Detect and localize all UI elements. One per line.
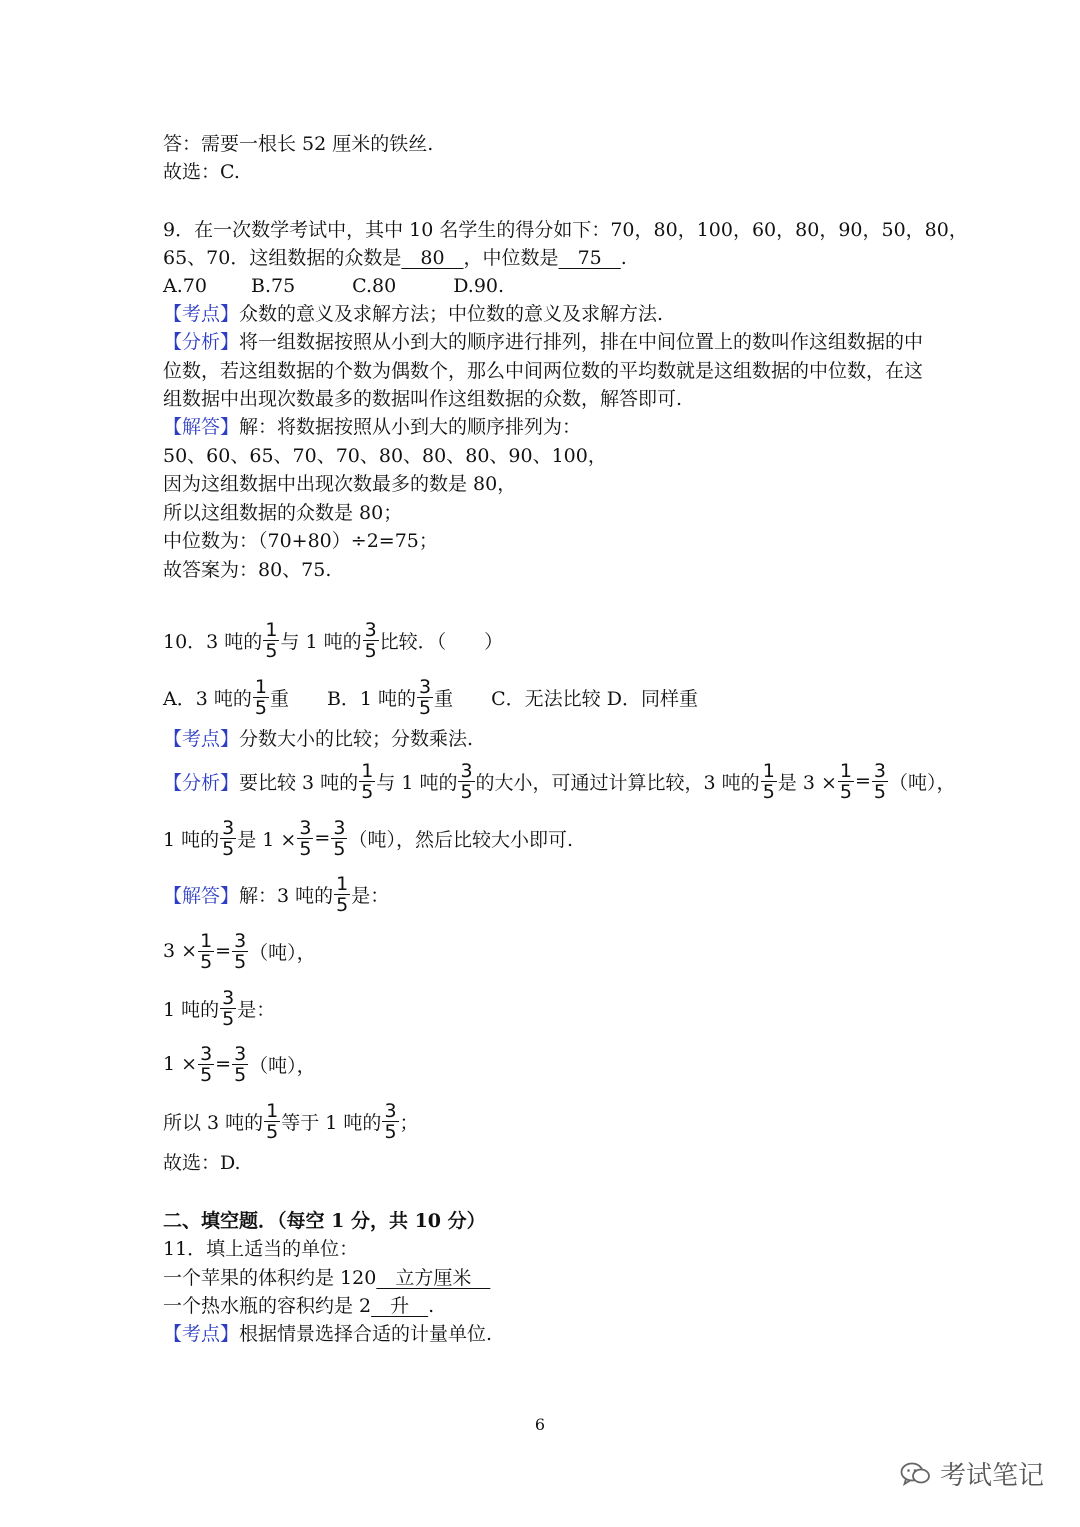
fraction: $\frac{3}{5}$ [873,759,886,803]
kaodian-tag: 【考点】 [163,303,240,325]
q10-stem: 10．3 吨的 $\frac{1}{5}$ 与 1 吨的 $\frac{3}{5}$ 比较．（ ） [163,618,504,662]
fraction: $\frac{3}{5}$ [222,986,235,1030]
kaodian-tag: 【考点】 [163,728,240,750]
q9-step-3: 所以这组数据的众数是 80； [163,502,403,524]
q11-kaodian: 【考点】根据情景选择合适的计量单位. [163,1323,493,1345]
q9-fenxi-1: 【分析】将一组数据按照从小到大的顺序进行排列，排在中间位置上的数叫作这组数据的中 [163,331,924,353]
answer-line: 答：需要一根长 52 厘米的铁丝. [163,133,434,155]
q9-step-2: 因为这组数据中出现次数最多的数是 80， [163,473,517,495]
fraction: $\frac{3}{5}$ [222,816,235,860]
watermark-text: 考试笔记 [940,1461,1045,1491]
fraction: $\frac{3}{5}$ [460,759,473,803]
q11-item-2: 一个热水瓶的容积约是 2 升 . [163,1295,435,1317]
q11-stem: 11．填上适当的单位： [163,1238,359,1260]
q10-choice: 故选：D. [163,1152,241,1174]
fraction: $\frac{1}{5}$ [839,759,852,803]
fraction: $\frac{3}{5}$ [419,675,432,719]
q10-step-2: 1 吨的 $\frac{3}{5}$ 是： [163,986,276,1030]
q10-step-3: 1 × $\frac{3}{5}$ = $\frac{3}{5}$ （吨）， [163,1042,316,1086]
fraction: $\frac{3}{5}$ [333,816,346,860]
q10-step-4: 所以 3 吨的 $\frac{1}{5}$ 等于 1 吨的 $\frac{3}{5}$ ； [163,1099,419,1143]
fraction: $\frac{1}{5}$ [762,759,775,803]
q9-options: A.70 B.75 C.80 D.90. [163,275,505,297]
q9-fenxi-3: 组数据中出现次数最多的数据叫作这组数据的众数，解答即可. [163,388,683,410]
jieda-tag: 【解答】 [163,416,240,438]
q10-step-1: 3 × $\frac{1}{5}$ = $\frac{3}{5}$ （吨）， [163,929,316,973]
jieda-tag: 【解答】 [163,884,240,907]
q10-kaodian: 【考点】分数大小的比较；分数乘法. [163,728,474,750]
q9-step-5: 故答案为：80、75. [163,559,332,581]
fraction: $\frac{3}{5}$ [364,618,377,662]
q9-jieda: 【解答】解：将数据按照从小到大的顺序排列为： [163,416,582,438]
wechat-icon [900,1461,932,1487]
fraction: $\frac{3}{5}$ [234,929,247,973]
q9-blank-mode: 80 [401,247,464,269]
q9-step-1: 50、60、65、70、70、80、80、80、90、100， [163,445,607,467]
fraction: $\frac{3}{5}$ [384,1099,397,1143]
watermark [900,1455,1044,1492]
q9-kaodian: 【考点】众数的意义及求解方法；中位数的意义及求解方法. [163,303,664,325]
fraction: $\frac{1}{5}$ [266,1099,279,1143]
fraction: $\frac{1}{5}$ [265,618,278,662]
q10-options: A．3 吨的 $\frac{1}{5}$ 重 B．1 吨的 $\frac{3}{5}$ 重 C．无法比较 D．同样重 [163,675,698,719]
q11-blank-1: 立方厘米 [376,1267,491,1289]
fraction: $\frac{1}{5}$ [361,759,374,803]
fraction: $\frac{1}{5}$ [336,872,349,916]
fenxi-tag: 【分析】 [163,771,240,794]
kaodian-tag: 【考点】 [163,1323,240,1345]
fraction: $\frac{1}{5}$ [254,675,267,719]
fraction: $\frac{1}{5}$ [200,929,213,973]
q10-jieda: 【解答】 解：3 吨的 $\frac{1}{5}$ 是： [163,872,390,916]
q9-stem-1: 9．在一次数学考试中，其中 10 名学生的得分如下：70，80，100，60，80，90，50，80， [163,219,968,241]
q11-blank-2: 升 [371,1295,429,1317]
q9-blank-median: 75 [558,247,621,269]
q10-fenxi-1: 【分析】 要比较 3 吨的 $\frac{1}{5}$ 与 1 吨的 $\frac{3}{5}$ 的大小，可通过计算比较，3 吨的 $\frac{1}{5}$ 是 3 × $\frac{1}{5}$ = $\frac{3}{5}$ （吨）， [163,759,956,803]
section-heading: 二、填空题．（每空 1 分，共 10 分） [163,1210,486,1232]
choice-line: 故选：C. [163,161,240,183]
q9-step-4: 中位数为：（70+80）÷2=75； [163,530,438,552]
fraction: $\frac{3}{5}$ [200,1042,213,1086]
page-number: 6 [534,1415,546,1434]
q9-fenxi-2: 位数，若这组数据的个数为偶数个，那么中间两位数的平均数就是这组数据的中位数，在这 [163,360,924,382]
q9-stem-2: 65、70．这组数据的众数是 80 ，中位数是 75 . [163,247,627,269]
fraction: $\frac{3}{5}$ [234,1042,247,1086]
q10-fenxi-2: 1 吨的 $\frac{3}{5}$ 是 1 × $\frac{3}{5}$ = $\frac{3}{5}$ （吨），然后比较大小即可. [163,816,573,860]
fenxi-tag: 【分析】 [163,331,240,353]
q11-item-1: 一个苹果的体积约是 120 立方厘米 [163,1267,491,1289]
fraction: $\frac{3}{5}$ [299,816,312,860]
